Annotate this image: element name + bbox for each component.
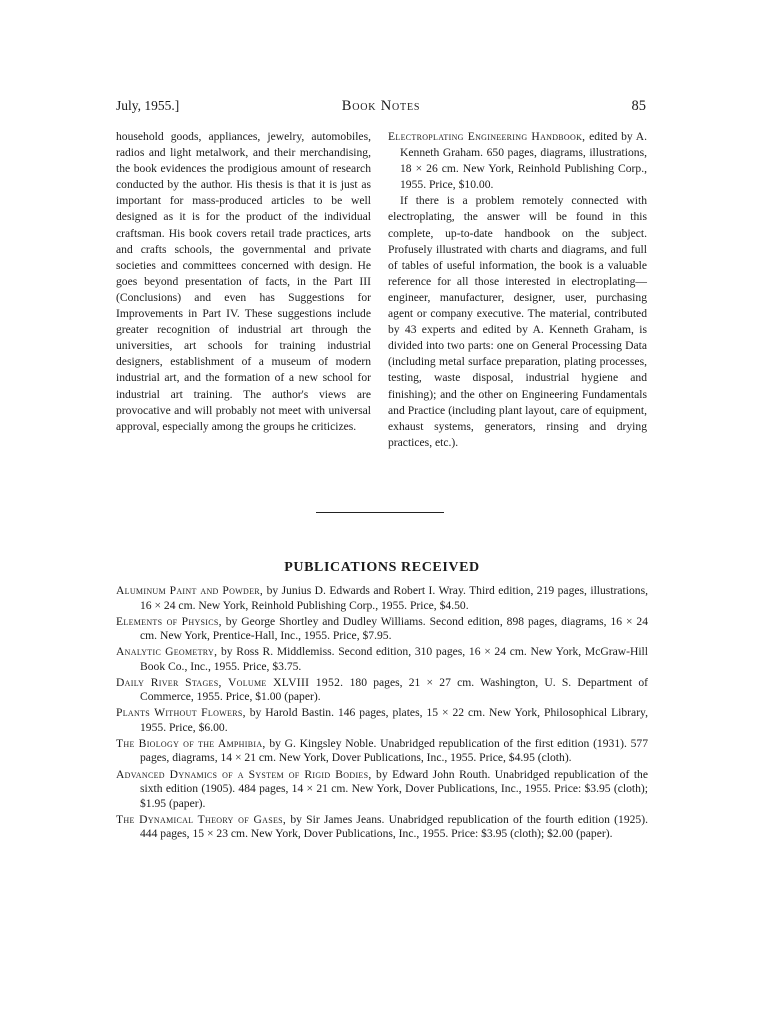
publication-entry (116, 584, 648, 613)
publication-entry (116, 706, 648, 735)
issue-date: July, 1955.] (116, 98, 180, 113)
review-body-text: If there is a problem remotely connected with electroplating, the answer will be found in this complete, up-to-date handbook on the subject. Profusely illustrated with charts and diagrams, and full of tables of useful information, the book is a valuable reference for all those interested in electroplating—engineer, manufacturer, designer, user, purchasing agent or company executive. The material, contributed by 43 experts and edited by A. Kenneth Graham, is divided into two parts: one on General Processing Data (including metal surface preparation, plating processes, testing, waste disposal, industrial hygiene and finishing); and the other on Engineering Fundamentals and Practice (including plant layout, care of equipment, exhaust systems, generators, rinsing and drying practices, etc.). (388, 194, 647, 449)
publication-details: by Harold Bastin. 146 pages, plates, 15 × 22 cm. New York, Philosophical Library, 1955. Price, $6.00. (140, 706, 648, 734)
publication-details: by Junius D. Edwards and Robert I. Wray. Third edition, 219 pages, illustrations, 16 × 24 cm. New York, Reinhold Publishing Corp., 1955. Price, $4.50. (140, 584, 648, 612)
review-book-title: Electroplating Engineering Handbook, (388, 130, 586, 143)
review-continuation-text: household goods, appliances, jewelry, automobiles, radios and light metalwork, and their merchandising, the book evidences the prodigious amount of research conducted by the author. His thesis is that it is just as important for mass-produced articles to be well designed as it is for the product of the individual craftsman. His book covers retail trade practices, arts and crafts schools, the governmental and private societies and committees concerned with design. He goes beyond presentation of facts, in the Part III (Conclusions) and even has Suggestions for Improvements in Part IV. These suggestions include greater recognition of industrial art through the universities, art schools for training industrial designers, establishment of a museum of modern industrial art, and the formation of a new school for industrial art training. The author's views are provocative and will probably not meet with universal approval, especially among the groups he criticizes. (116, 130, 371, 433)
publication-title: The Dynamical Theory of Gases, (116, 812, 287, 826)
publication-title: The Biology of the Amphibia, (116, 736, 266, 750)
publication-entry (116, 768, 648, 812)
publication-title: Analytic Geometry, (116, 645, 218, 659)
section-header-title: Book Notes (341, 98, 421, 114)
publication-entry (116, 615, 648, 644)
publication-entry (116, 737, 648, 766)
review-citation (388, 129, 647, 193)
page-number: 85 (631, 98, 646, 114)
publication-title: Aluminum Paint and Powder, (116, 584, 264, 597)
publication-details: by Sir James Jeans. Unabridged republication of the fourth edition (1925). 444 pages, 15 × 23 cm. New York, Dover Publications, Inc., 1955. Price: $3.95 (cloth); $2.00 (paper). (140, 812, 648, 841)
review-book-details: edited by A. Kenneth Graham. 650 pages, diagrams, illustrations, 18 × 26 cm. New York, Reinhold Publishing Corp., 1955. Price, $10.00. (400, 130, 647, 192)
publication-entry (116, 676, 648, 705)
publication-details: by Edward John Routh. Unabridged republication of the sixth edition (1905). 484 pages, 14 × 21 cm. New York, Dover Publications, Inc., 1955. Price: $3.95 (cloth); $1.95 (paper). (140, 767, 648, 810)
publication-title: Advanced Dynamics of a System of Rigid Bodies, (116, 767, 372, 781)
publication-entry (116, 645, 648, 674)
publication-title: Plants Without Flowers, (116, 706, 246, 720)
publication-title: Elements of Physics, (116, 614, 222, 628)
right-column (388, 129, 647, 451)
section-divider (316, 512, 444, 513)
publication-title: Daily River Stages, Volume XLVIII 1952. (116, 675, 344, 689)
publications-heading: PUBLICATIONS RECEIVED (284, 560, 480, 575)
publication-details: by George Shortley and Dudley Williams. Second edition, 898 pages, diagrams, 16 × 24 cm. New York, Prentice-Hall, Inc., 1955. Price, $7.95. (140, 614, 649, 643)
left-column (116, 129, 371, 435)
publications-list (116, 584, 648, 843)
publication-details: by Ross R. Middlemiss. Second edition, 310 pages, 16 × 24 cm. New York, McGraw-Hill Book Co., Inc., 1955. Price, $3.75. (140, 645, 648, 673)
publication-entry (116, 813, 648, 842)
running-head (116, 98, 646, 118)
publication-details: 180 pages, 21 × 27 cm. Washington, U. S. Department of Commerce, 1955. Price, $1.00 (paper). (140, 675, 648, 704)
publication-details: by G. Kingsley Noble. Unabridged republication of the first edition (1931). 577 pages, diagrams, 14 × 21 cm. New York, Dover Publications, Inc., 1955. Price, $4.95 (cloth). (140, 736, 648, 765)
